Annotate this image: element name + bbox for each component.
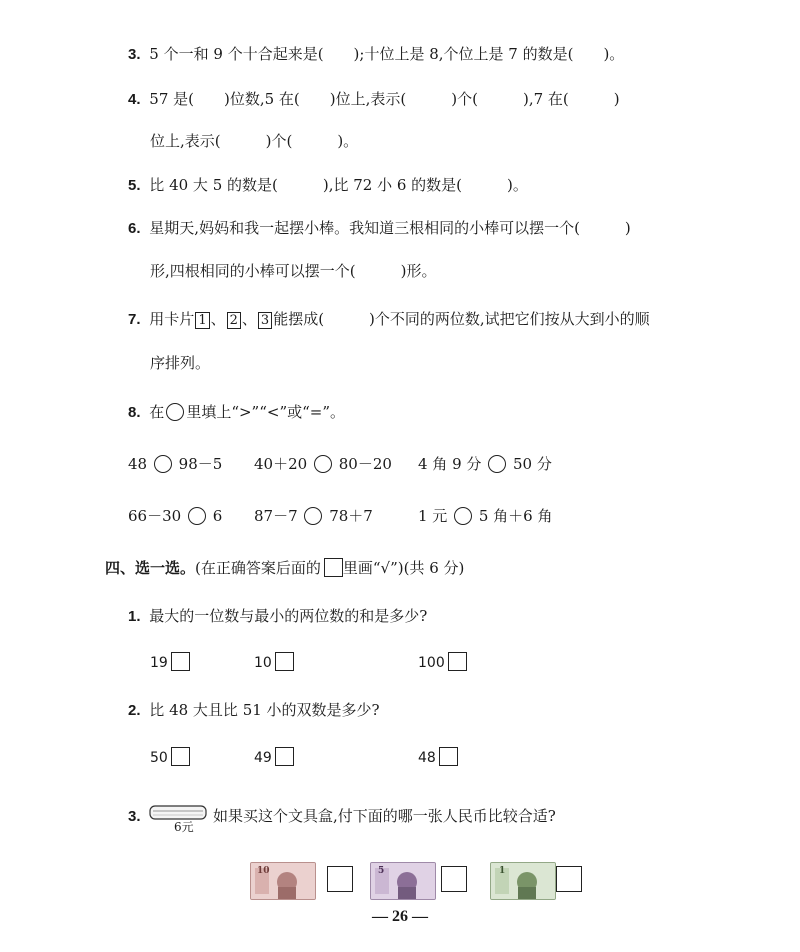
comparison-right: 78＋7 [329, 507, 373, 525]
option-label: 50 [150, 750, 168, 766]
banknote-denomination: 1 [499, 866, 506, 876]
question-7 [128, 309, 650, 330]
question-number: 1. [128, 608, 141, 625]
answer-checkbox[interactable] [439, 747, 458, 766]
page-number: — 26 — [372, 908, 428, 925]
question-text-suffix: 能摆成( )个不同的两位数,试把它们按从大到小的顺 [273, 310, 650, 328]
separator: 、 [241, 310, 257, 328]
question-7-line2: 序排列。 [150, 354, 211, 372]
question-text-pre: 在 [149, 403, 165, 421]
comparison-right: 6 [212, 507, 223, 525]
section-note-pre: (在正确答案后面的 [195, 559, 321, 577]
banknote-denomination: 5 [378, 866, 385, 876]
banknote-10-yuan [250, 862, 316, 900]
question-4 [128, 89, 620, 110]
comparison-circle[interactable] [304, 507, 322, 525]
banknote-5-yuan [370, 862, 436, 900]
comparison-item [418, 506, 553, 526]
choice-question-2 [128, 700, 380, 721]
option-label: 19 [150, 655, 168, 671]
option [418, 652, 467, 673]
answer-box-sample [324, 558, 343, 577]
section-4-header [105, 558, 464, 578]
question-text: 5 个一和 9 个十合起来是( );十位上是 8,个位上是 7 的数是( )。 [149, 45, 625, 63]
answer-checkbox[interactable] [448, 652, 467, 671]
question-3 [128, 44, 624, 65]
section-note-post: 里画“√”)(共 6 分) [342, 559, 465, 577]
option [418, 747, 458, 768]
option [254, 652, 294, 673]
question-text: 比 48 大且比 51 小的双数是多少? [149, 701, 380, 719]
comparison-circle[interactable] [188, 507, 206, 525]
comparison-circle[interactable] [154, 455, 172, 473]
question-number: 2. [128, 702, 141, 719]
comparison-right: 80－20 [338, 455, 392, 473]
number-card: 3 [258, 312, 272, 329]
question-number: 8. [128, 404, 141, 421]
section-title: 四、选一选。 [105, 559, 196, 577]
question-number: 7. [128, 311, 141, 328]
answer-checkbox[interactable] [171, 747, 190, 766]
comparison-left: 87－7 [254, 507, 298, 525]
comparison-item [418, 454, 552, 474]
comparison-circle [166, 403, 184, 421]
question-number: 3. [128, 46, 141, 63]
answer-checkbox[interactable] [275, 747, 294, 766]
question-5 [128, 175, 528, 196]
answer-checkbox[interactable] [441, 866, 467, 892]
price-label: 6元 [174, 820, 194, 834]
option-label: 100 [418, 655, 445, 671]
comparison-right: 5 角＋6 角 [478, 507, 553, 525]
number-card: 2 [227, 312, 241, 329]
comparison-circle[interactable] [314, 455, 332, 473]
comparison-right: 50 分 [512, 455, 552, 473]
comparison-left: 4 角 9 分 [418, 455, 482, 473]
question-4-line2: 位上,表示( )个( )。 [150, 132, 359, 150]
banknote-1-yuan [490, 862, 556, 900]
question-8 [128, 402, 345, 423]
number-card: 1 [195, 312, 209, 329]
choice-question-3-text: 如果买这个文具盒,付下面的哪一张人民币比较合适? [213, 807, 556, 825]
question-6 [128, 218, 631, 239]
option [150, 747, 190, 768]
comparison-right: 98－5 [178, 455, 223, 473]
option [254, 747, 294, 768]
question-text-prefix: 用卡片 [149, 310, 195, 328]
question-number: 5. [128, 177, 141, 194]
comparison-left: 48 [128, 455, 148, 473]
comparison-circle[interactable] [454, 507, 472, 525]
choice-question-1 [128, 606, 427, 627]
answer-checkbox[interactable] [171, 652, 190, 671]
comparison-circle[interactable] [488, 455, 506, 473]
question-text-post: 里填上“>”“<”或“=”。 [186, 403, 346, 421]
comparison-left: 1 元 [418, 507, 448, 525]
question-text: 星期天,妈妈和我一起摆小棒。我知道三根相同的小棒可以摆一个( ) [149, 219, 631, 237]
question-number: 3. [128, 808, 141, 825]
question-text: 最大的一位数与最小的两位数的和是多少? [149, 607, 428, 625]
banknote-denomination: 10 [257, 866, 270, 876]
comparison-left: 40＋20 [254, 455, 308, 473]
comparison-item [254, 454, 392, 474]
question-6-line2: 形,四根相同的小棒可以摆一个( )形。 [150, 262, 437, 280]
comparison-left: 66－30 [128, 507, 182, 525]
option-label: 49 [254, 750, 272, 766]
separator: 、 [210, 310, 226, 328]
option [150, 652, 190, 673]
comparison-item [254, 506, 373, 526]
option-label: 10 [254, 655, 272, 671]
answer-checkbox[interactable] [556, 866, 582, 892]
answer-checkbox[interactable] [275, 652, 294, 671]
comparison-item [128, 506, 222, 526]
question-number: 4. [128, 91, 141, 108]
question-text: 57 是( )位数,5 在( )位上,表示( )个( ),7 在( ) [149, 90, 620, 108]
comparison-item [128, 454, 222, 474]
option-label: 48 [418, 750, 436, 766]
answer-checkbox[interactable] [327, 866, 353, 892]
question-text: 比 40 大 5 的数是( ),比 72 小 6 的数是( )。 [149, 176, 528, 194]
choice-question-3-number [128, 806, 145, 827]
question-number: 6. [128, 220, 141, 237]
